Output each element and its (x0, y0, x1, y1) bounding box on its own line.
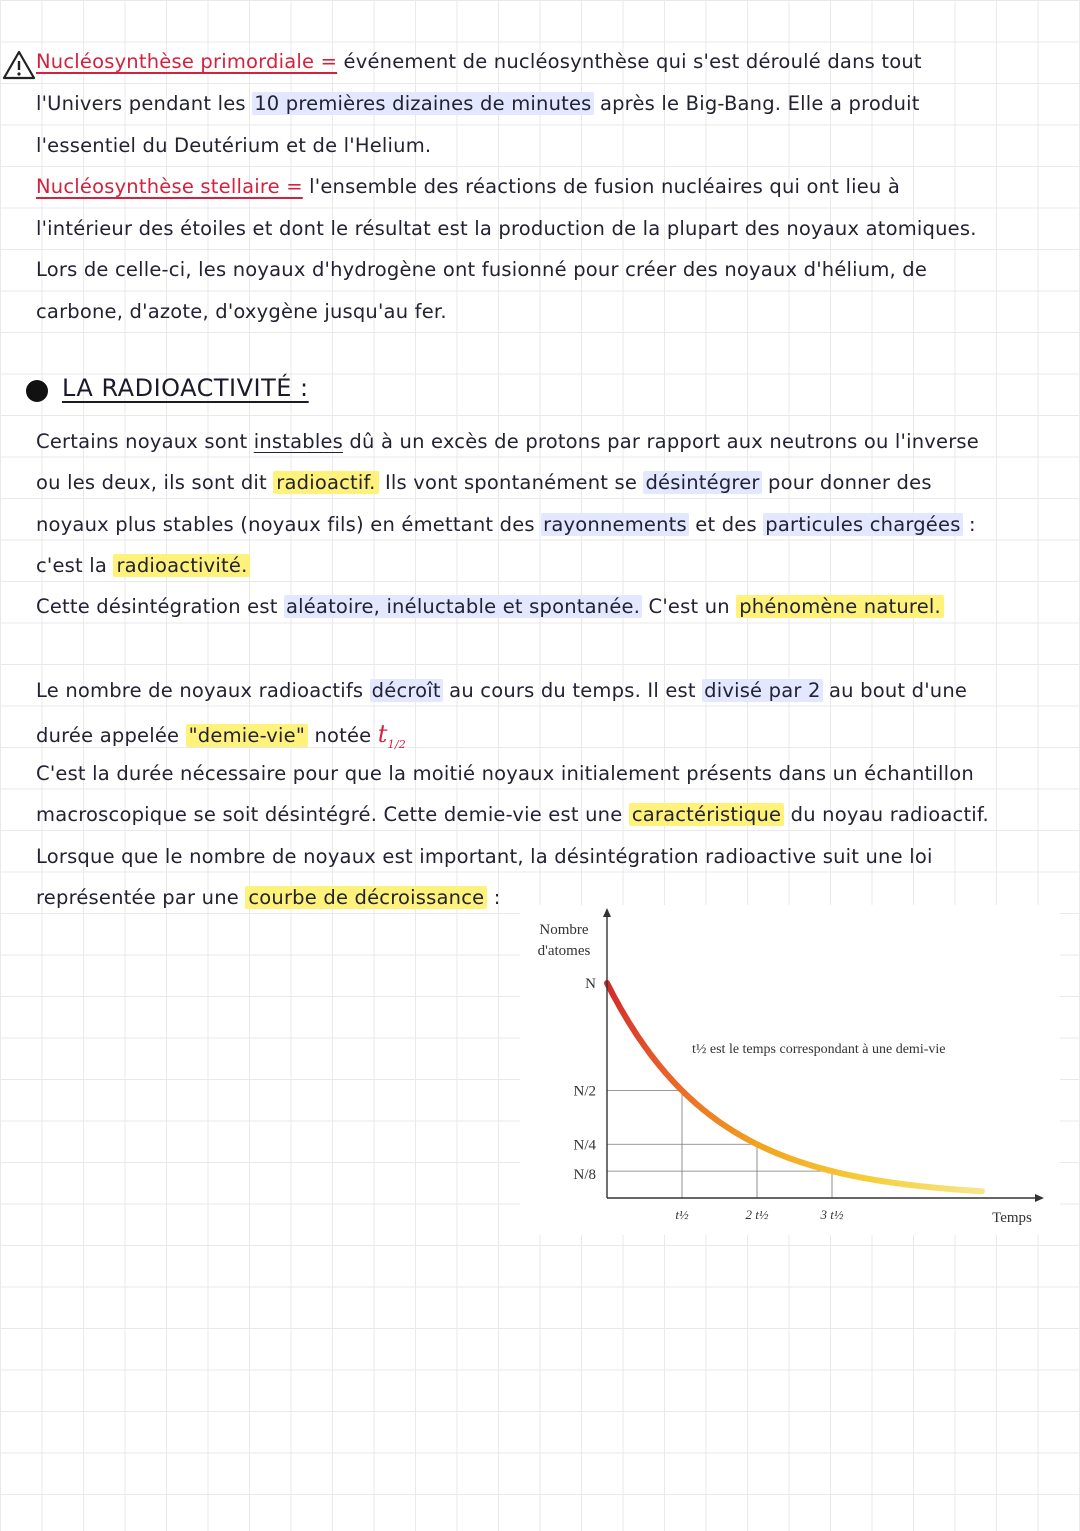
y-tick-label: N/2 (573, 1083, 596, 1100)
x-axis-label: Temps (992, 1210, 1032, 1226)
radio-line-3: noyaux plus stables (noyaux fils) en émettant des rayonnements et des particules chargées : (36, 513, 976, 536)
radio-line-1: Certains noyaux sont instables dû à un excès de protons par rapport aux neutrons ou l'inverse (36, 430, 979, 453)
halflife-line-6: représentée par une courbe de décroissance : (36, 886, 501, 909)
y-axis-label-line1: Nombre (539, 922, 589, 938)
halflife-line-1: Le nombre de noyaux radioactifs décroît au cours du temps. Il est divisé par 2 au bout d'une (36, 679, 968, 702)
warning-icon (2, 50, 36, 80)
radio-line-2: ou les deux, ils sont dit radioactif. Ils vont spontanément se désintégrer pour donner des (36, 471, 932, 494)
halflife-line-5: Lorsque que le nombre de noyaux est important, la désintégration radioactive suit une loi (36, 845, 933, 868)
stellar-line-2: l'intérieur des étoiles et dont le résultat est la production de la plupart des noyaux atomiques. (36, 217, 977, 240)
stellar-term: Nucléosynthèse stellaire = (36, 175, 303, 198)
decay-chart (520, 905, 1060, 1235)
halflife-line-3: C'est la durée nécessaire pour que la moitié noyaux initialement présents dans un échantillon (36, 762, 974, 785)
x-tick-label: 3 t½ (820, 1207, 844, 1222)
section-title: LA RADIOACTIVITÉ : (62, 374, 309, 402)
y-axis-label-line2: d'atomes (537, 943, 591, 959)
stellar-definition-line: Nucléosynthèse stellaire = l'ensemble des réactions de fusion nucléaires qui ont lieu à (36, 175, 900, 198)
chart-annotation: t½ est le temps correspondant à une demi-vie (692, 1042, 946, 1057)
half-life-symbol: $t_{1/2}$ (377, 720, 406, 751)
bullet-dot (26, 380, 48, 402)
halflife-line-4: macroscopique se soit désintégré. Cette demie-vie est une caractéristique du noyau radioactif. (36, 803, 989, 826)
radio-line-4: c'est la radioactivité. (36, 554, 250, 577)
y-tick-label: N/4 (573, 1137, 596, 1154)
primordial-term: Nucléosynthèse primordiale = (36, 50, 338, 73)
y-tick-label: N (585, 976, 596, 992)
primordial-line-2: l'Univers pendant les 10 premières dizaines de minutes après le Big-Bang. Elle a produit (36, 92, 920, 115)
primordial-line-3: l'essentiel du Deutérium et de l'Helium. (36, 134, 432, 157)
stellar-line-3: Lors de celle-ci, les noyaux d'hydrogène ont fusionné pour créer des noyaux d'hélium, de (36, 258, 928, 281)
radio-line-5: Cette désintégration est aléatoire, inéluctable et spontanée. C'est un phénomène naturel. (36, 595, 944, 618)
x-tick-label: t½ (675, 1207, 689, 1222)
primordial-definition-line: Nucléosynthèse primordiale = événement de nucléosynthèse qui s'est déroulé dans tout (36, 50, 922, 73)
x-tick-label: 2 t½ (745, 1207, 769, 1222)
halflife-line-2: durée appelée "demie-vie" notée $t_{1/2}$ (36, 720, 406, 751)
y-tick-label: N/8 (573, 1167, 596, 1184)
stellar-line-4: carbone, d'azote, d'oxygène jusqu'au fer. (36, 300, 447, 323)
